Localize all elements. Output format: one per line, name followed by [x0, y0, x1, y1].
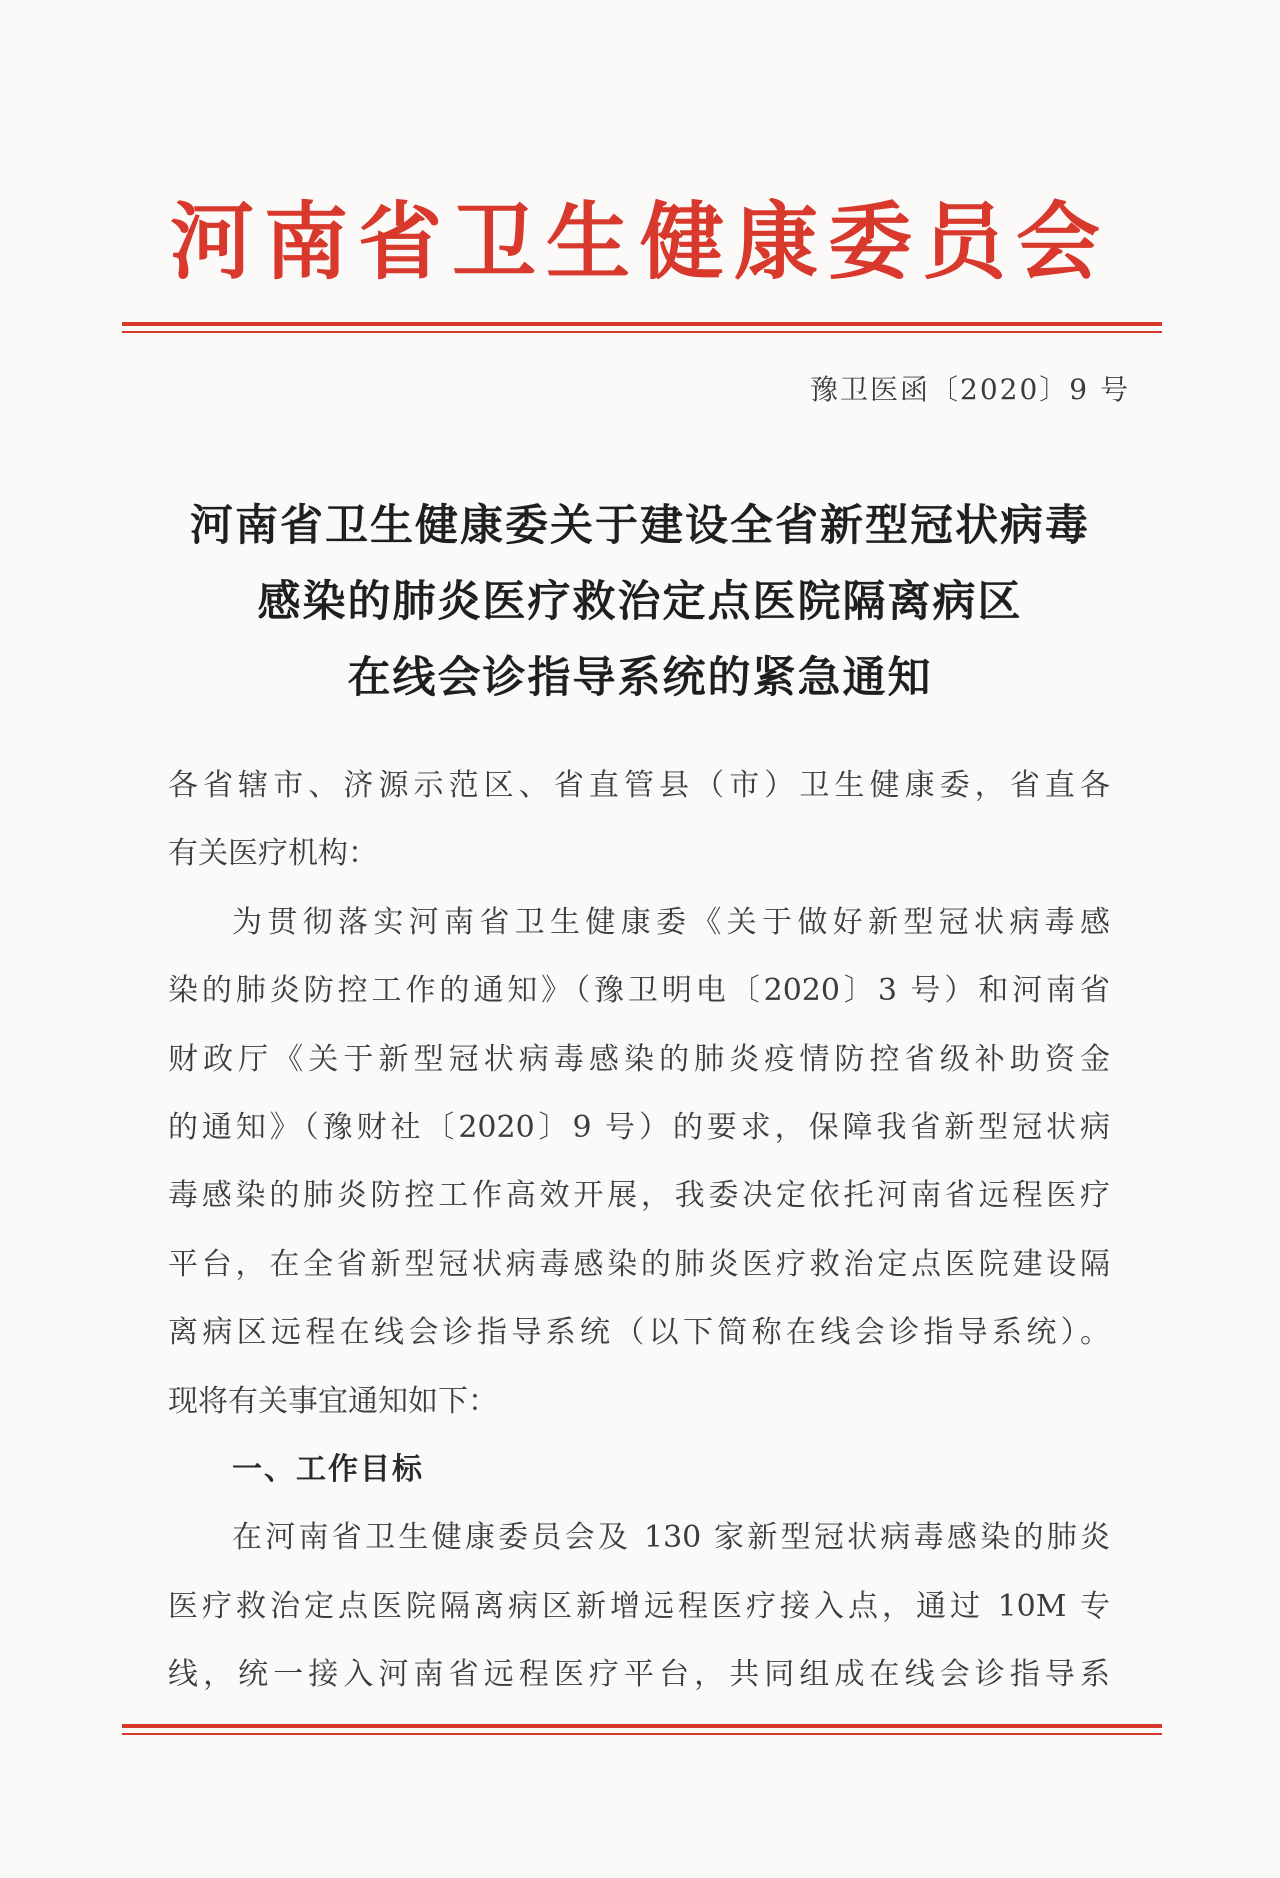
paragraph-line: 财政厅《关于新型冠状病毒感染的肺炎疫情防控省级补助资金	[168, 1041, 1110, 1077]
title-line-3: 在线会诊指导系统的紧急通知	[347, 653, 933, 703]
title-line-2: 感染的肺炎医疗救治定点医院隔离病区	[257, 577, 1023, 627]
document-body	[168, 752, 1110, 1709]
paragraph-line: 为贯彻落实河南省卫生健康委《关于做好新型冠状病毒感	[232, 904, 1110, 940]
paragraph-line: 现将有关事宜通知如下：	[168, 1383, 498, 1419]
document-title	[0, 488, 1280, 716]
paragraph-line: 离病区远程在线会诊指导系统（以下简称在线会诊指导系统）。	[168, 1315, 1110, 1351]
footer-red-rule-thin	[122, 1733, 1162, 1735]
letterhead-title: 河南省卫生健康委员会	[169, 192, 1110, 291]
footer-red-rule	[122, 1724, 1162, 1728]
letterhead-red-rule-thin	[122, 331, 1162, 333]
paragraph-line: 平台，在全省新型冠状病毒感染的肺炎医疗救治定点医院建设隔	[168, 1246, 1110, 1282]
document-number: 豫卫医函〔2020〕9 号	[810, 373, 1130, 406]
paragraph-line: 线，统一接入河南省远程医疗平台，共同组成在线会诊指导系	[168, 1657, 1110, 1693]
paragraph-line: 医疗救治定点医院隔离病区新增远程医疗接入点，通过 10M 专	[168, 1588, 1110, 1624]
recipient-line-1: 各省辖市、济源示范区、省直管县（市）卫生健康委，省直各	[168, 768, 1110, 803]
paragraph-line: 的通知》（豫财社〔2020〕9 号）的要求，保障我省新型冠状病	[168, 1109, 1110, 1145]
paragraph-line: 在河南省卫生健康委员会及 130 家新型冠状病毒感染的肺炎	[232, 1520, 1110, 1556]
section-heading: 一、工作目标	[232, 1451, 424, 1487]
paragraph-line: 染的肺炎防控工作的通知》（豫卫明电〔2020〕3 号）和河南省	[168, 973, 1110, 1009]
letterhead-red-rule	[122, 322, 1162, 326]
recipient-line-2: 有关医疗机构：	[168, 836, 378, 872]
paragraph-line: 毒感染的肺炎防控工作高效开展，我委决定依托河南省远程医疗	[168, 1178, 1110, 1214]
title-line-1: 河南省卫生健康委关于建设全省新型冠状病毒	[190, 501, 1090, 551]
